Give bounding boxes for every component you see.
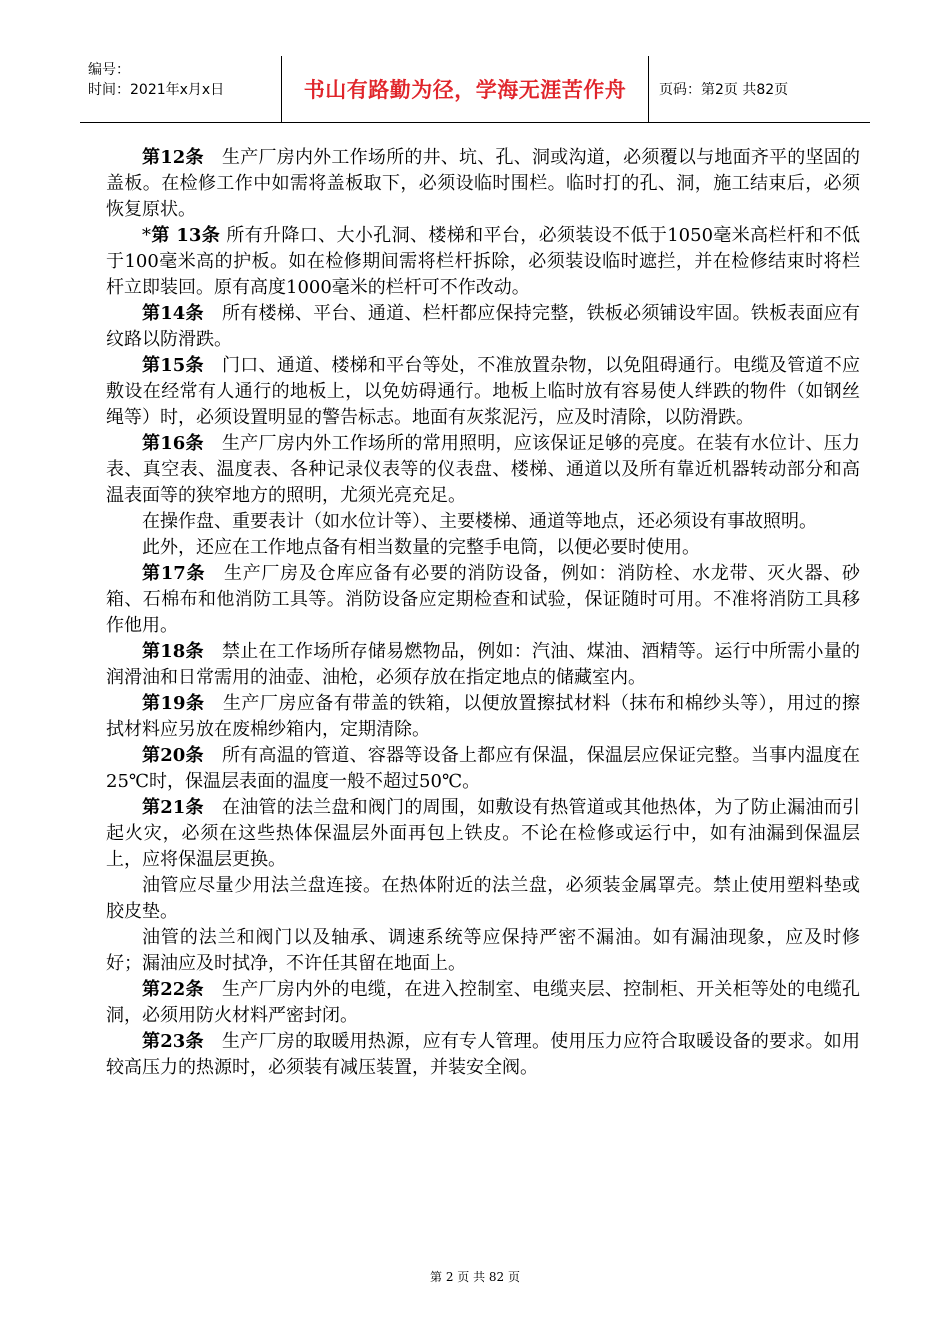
article-title: 第15条 — [142, 355, 204, 376]
article-text: 所有楼梯、平台、通道、栏杆都应保持完整，铁板必须铺设牢固。铁板表面应有纹路以防滑跌。 — [106, 303, 860, 350]
article-17 — [106, 561, 860, 639]
article-23 — [106, 1029, 860, 1081]
article-21-paragraph: 油管的法兰和阀门以及轴承、调速系统等应保持严密不漏油。如有漏油现象，应及时修好；漏油应及时拭净，不许任其留在地面上。 — [106, 927, 860, 974]
page-footer: 第 2 页 共 82 页 — [430, 1270, 520, 1284]
header-page-code — [649, 56, 870, 122]
page-code-text: 页码：第2页 共82页 — [659, 82, 789, 98]
article-text: 禁止在工作场所存储易燃物品，例如：汽油、煤油、酒精等。运行中所需小量的润滑油和日常需用的油壶、油枪，必须存放在指定地点的储藏室内。 — [106, 641, 860, 688]
article-22 — [106, 977, 860, 1029]
article-prefix: * — [142, 225, 151, 246]
article-15 — [106, 353, 860, 431]
article-16-paragraph: 此外，还应在工作地点备有相当数量的完整手电筒，以便必要时使用。 — [142, 537, 700, 558]
article-text: 在油管的法兰盘和阀门的周围，如敷设有热管道或其他热体，为了防止漏油而引起火灾，必须在这些热体保温层外面再包上铁皮。不论在检修或运行中，如有油漏到保温层上，应将保温层更换。 — [106, 797, 860, 870]
article-text: 生产厂房及仓库应备有必要的消防设备，例如：消防栓、水龙带、灭火器、砂箱、石棉布和他消防工具等。消防设备应定期检查和试验，保证随时可用。不准将消防工具移作他用。 — [106, 563, 860, 636]
article-text: 生产厂房应备有带盖的铁箱，以便放置擦拭材料（抹布和棉纱头等），用过的擦拭材料应另放在废棉纱箱内，定期清除。 — [106, 693, 860, 740]
article-title: 第16条 — [142, 433, 204, 454]
article-21-paragraph: 油管应尽量少用法兰盘连接。在热体附近的法兰盘，必须装金属罩壳。禁止使用塑料垫或胶皮垫。 — [106, 875, 860, 922]
article-title: 第19条 — [142, 693, 205, 714]
article-text: 生产厂房内外的电缆，在进入控制室、电缆夹层、控制柜、开关柜等处的电缆孔洞，必须用防火材料严密封闭。 — [106, 979, 860, 1026]
article-title: 第23条 — [142, 1031, 204, 1052]
article-text: 所有升降口、大小孔洞、楼梯和平台，必须装设不低于1050毫米高栏杆和不低于100毫米高的护板。如在检修期间需将栏杆拆除，必须装设临时遮拦，并在检修结束时将栏杆立即装回。原有高度1000毫米的栏杆可不作改动。 — [106, 225, 860, 298]
article-title: 第17条 — [142, 563, 206, 584]
article-text: 门口、通道、楼梯和平台等处，不准放置杂物，以免阻碍通行。电缆及管道不应敷设在经常有人通行的地板上，以免妨碍通行。地板上临时放有容易使人绊跌的物件（如钢丝绳等）时，必须设置明显的警告标志。地面有灰浆泥污，应及时清除，以防滑跌。 — [106, 355, 860, 428]
header-motto-cell — [281, 56, 649, 122]
article-14 — [106, 301, 860, 353]
article-text: 生产厂房内外工作场所的常用照明，应该保证足够的亮度。在装有水位计、压力表、真空表、温度表、各种记录仪表等的仪表盘、楼梯、通道以及所有靠近机器转动部分和高温表面等的狭窄地方的照明，尤须光亮充足。 — [106, 433, 860, 506]
article-title: 第20条 — [142, 745, 204, 766]
article-16-paragraph: 在操作盘、重要表计（如水位计等）、主要楼梯、通道等地点，还必须设有事故照明。 — [142, 511, 817, 532]
article-title: 第18条 — [142, 641, 204, 662]
article-18 — [106, 639, 860, 691]
article-text: 生产厂房的取暖用热源，应有专人管理。使用压力应符合取暖设备的要求。如用较高压力的热源时，必须装有减压装置，并装安全阀。 — [106, 1031, 860, 1078]
time-label: 时间：2021年x月x日 — [88, 82, 225, 98]
article-title: 第14条 — [142, 303, 204, 324]
article-12 — [106, 145, 860, 223]
article-title: 第12条 — [142, 147, 204, 168]
header-meta — [80, 56, 281, 122]
motto-text: 书山有路勤为径，学海无涯苦作舟 — [303, 78, 627, 102]
article-text: 生产厂房内外工作场所的井、坑、孔、洞或沟道，必须覆以与地面齐平的坚固的盖板。在检修工作中如需将盖板取下，必须设临时围栏。临时打的孔、洞，施工结束后，必须恢复原状。 — [106, 147, 860, 220]
article-title: 第21条 — [142, 797, 204, 818]
article-title: 第22条 — [142, 979, 204, 1000]
serial-label: 编号： — [88, 62, 130, 78]
document-header — [80, 56, 870, 123]
document-body — [106, 145, 860, 1081]
article-19 — [106, 691, 860, 743]
article-13 — [106, 223, 860, 301]
article-text: 所有高温的管道、容器等设备上都应有保温，保温层应保证完整。当事内温度在25℃时，保温层表面的温度一般不超过50℃。 — [106, 745, 860, 792]
article-16 — [106, 431, 860, 509]
article-21 — [106, 795, 860, 873]
article-title: 第 13条 — [151, 225, 221, 246]
article-20 — [106, 743, 860, 795]
